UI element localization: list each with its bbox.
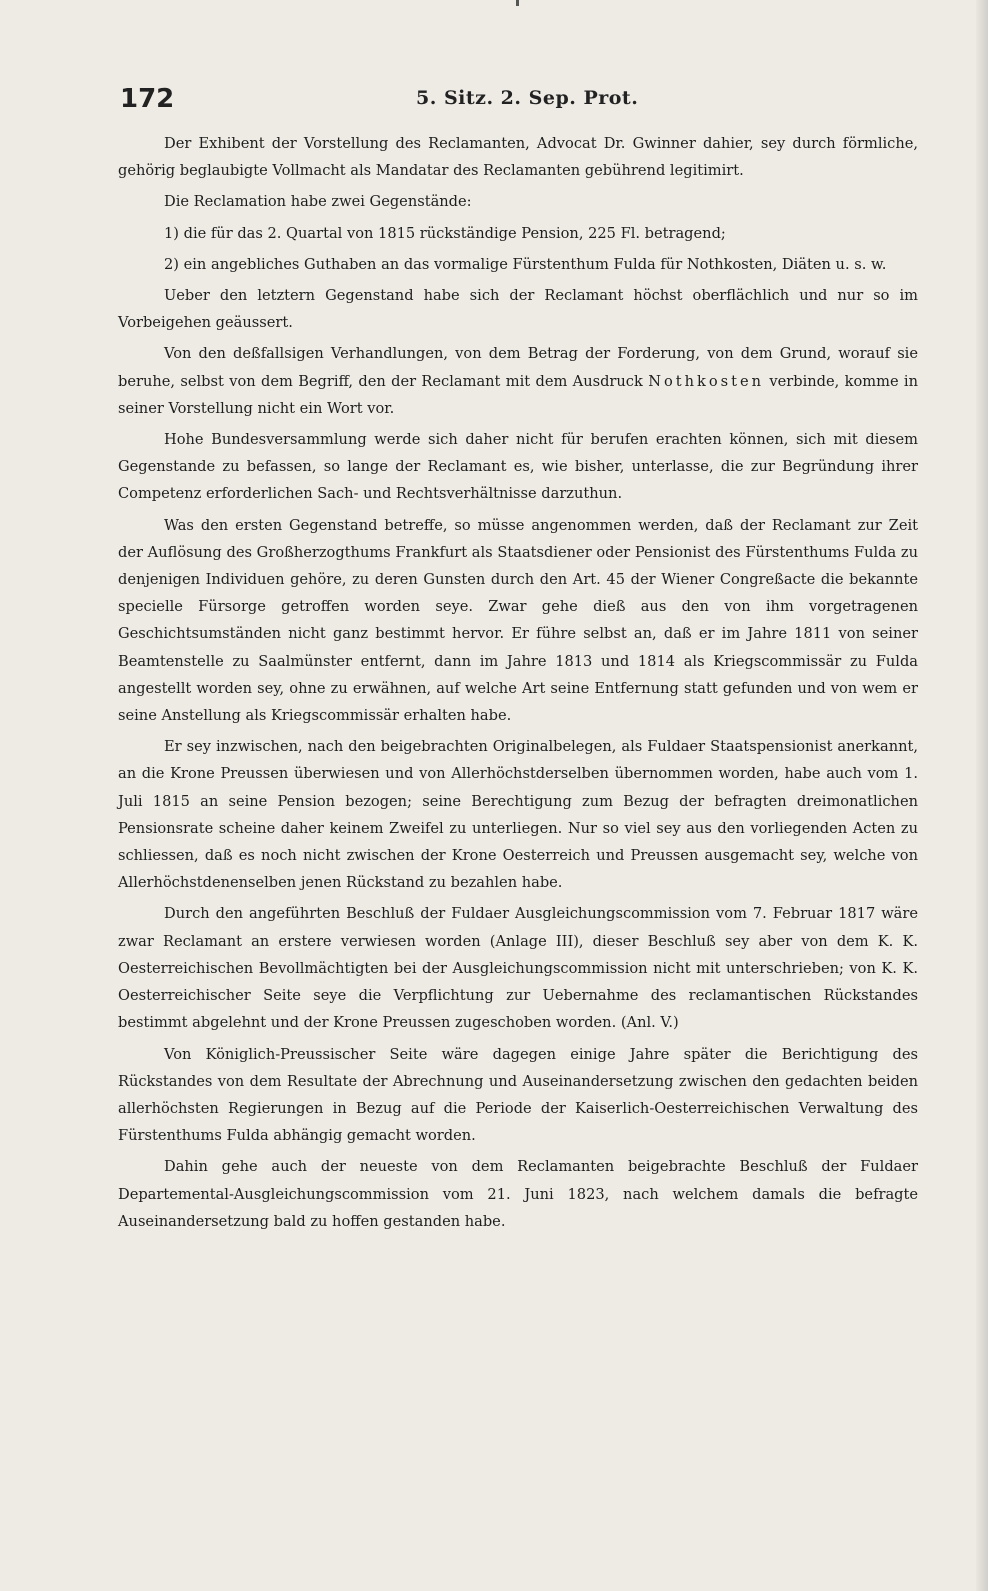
spaced-term: Nothkosten bbox=[648, 372, 765, 390]
paragraph-8: Durch den angeführten Beschluß der Fuldaer Ausgleichungscommission vom 7. Februar 1817 wäre zwar Reclamant an erstere verwiesen worden (Anlage III), dieser Beschluß sey aber von dem K. K. Oesterreichischen Bevollmächtigten bei der Ausgleichungscommission nicht mit unterschrieben; von K. K. Oesterreichischer Seite seye die Verpflichtung zur Uebernahme des reclamantischen Rückstandes bestimmt abgelehnt und der Krone Preussen zugeschoben worden. (Anl. V.) bbox=[118, 905, 918, 1032]
paragraph-2: Die Reclamation habe zwei Gegenstände: bbox=[164, 193, 472, 211]
list-item-2: 2) ein angebliches Guthaben an das vormalige Fürstenthum Fulda für Nothkosten, Diäten u. s. w. bbox=[164, 255, 887, 273]
paragraph-4-text: Von den deßfallsigen Verhandlungen, von dem Betrag der Forderung, von dem Grund, worauf sie beruhe, selbst von dem Begriff, den der Reclamant mit dem Ausdruck bbox=[118, 345, 918, 390]
paragraph-7: Er sey inzwischen, nach den beigebrachten Originalbelegen, als Fuldaer Staatspensionist anerkannt, an die Krone Preussen überwiesen und von Allerhöchstderselben übernommen worden, habe auch vom 1. Juli 1815 an seine Pension bezogen; seine Berechtigung zum Bezug der befragten dreimonatlichen Pensionsrate scheine daher keinem Zweifel zu unterliegen. Nur so viel sey aus den vorliegenden Acten zu schliessen, daß es noch nicht zwischen der Krone Oesterreich und Preussen ausgemacht sey, welche von Allerhöchstdenenselben jenen Rückstand zu bezahlen habe. bbox=[118, 738, 918, 892]
paragraph-6: Was den ersten Gegenstand betreffe, so müsse angenommen werden, daß der Reclamant zur Zeit der Auflösung des Großherzogthums Frankfurt als Staatsdiener oder Pensionist des Fürstenthums Fulda zu denjenigen Individuen gehöre, zu deren Gunsten durch den Art. 45 der Wiener Congreßacte die bekannte specielle Fürsorge getroffen worden seye. Zwar gehe dieß aus den von ihm vorgetragenen Geschichtsumständen nicht ganz bestimmt hervor. Er führe selbst an, daß er im Jahre 1811 von seiner Beamtenstelle zu Saalmünster entfernt, dann im Jahre 1813 und 1814 als Kriegscommissär zu Fulda angestellt worden sey, ohne zu erwähnen, auf welche Art seine Entfernung statt gefunden und von wem er seine Anstellung als Kriegscommissär erhalten habe. bbox=[118, 516, 918, 725]
paragraph-4 bbox=[118, 340, 918, 422]
paragraph-1: Der Exhibent der Vorstellung des Reclamanten, Advocat Dr. Gwinner dahier, sey durch förmliche, gehörig beglaubigte Vollmacht als Mandatar des Reclamanten gebührend legitimirt. bbox=[118, 135, 918, 180]
scan-mark bbox=[516, 0, 519, 6]
paragraph-10: Dahin gehe auch der neueste von dem Reclamanten beigebrachte Beschluß der Fuldaer Departemental-Ausgleichungscommission vom 21. Juni 1823, nach welchem damals die befragte Auseinandersetzung bald zu hoffen gestanden habe. bbox=[118, 1158, 918, 1230]
page-body bbox=[118, 130, 918, 1239]
running-head: 5. Sitz. 2. Sep. Prot. bbox=[416, 87, 639, 109]
paragraph-4-end: verbinde, komme in seiner Vorstellung nicht ein Wort vor. bbox=[118, 372, 918, 417]
list-item-1: 1) die für das 2. Quartal von 1815 rückständige Pension, 225 Fl. betragend; bbox=[164, 224, 726, 242]
page-header bbox=[120, 84, 918, 122]
paragraph-5: Hohe Bundesversammlung werde sich daher nicht für berufen erachten können, sich mit diesem Gegenstande zu befassen, so lange der Reclamant es, wie bisher, unterlasse, die zur Begründung ihrer Competenz erforderlichen Sach- und Rechtsverhältnisse darzuthun. bbox=[118, 431, 918, 503]
page-number: 172 bbox=[120, 84, 175, 114]
paragraph-3: Ueber den letztern Gegenstand habe sich der Reclamant höchst oberflächlich und nur so im Vorbeigehen geäussert. bbox=[118, 287, 918, 332]
paragraph-9: Von Königlich-Preussischer Seite wäre dagegen einige Jahre später die Berichtigung des Rückstandes von dem Resultate der Abrechnung und Auseinandersetzung zwischen den gedachten beiden allerhöchsten Regierungen in Bezug auf die Periode der Kaiserlich-Oesterreichischen Verwaltung des Fürstenthums Fulda abhängig gemacht worden. bbox=[118, 1045, 918, 1145]
